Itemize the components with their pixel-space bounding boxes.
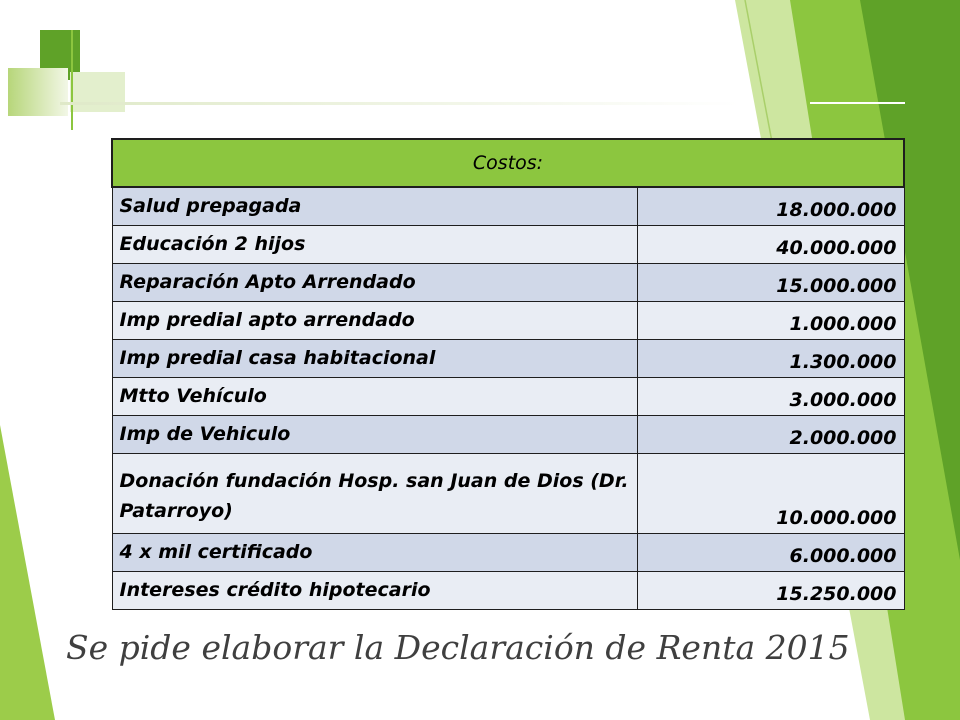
left-green-shape (0, 425, 55, 720)
title-underline (60, 102, 740, 105)
row-concept: Donación fundación Hosp. san Juan de Dios (Dr. Patarroyo) (112, 453, 637, 533)
deco-square-pale (70, 72, 125, 112)
table-header: Costos: (112, 139, 904, 187)
row-amount: 15.250.000 (637, 571, 904, 609)
title-underline-right (810, 102, 905, 104)
row-concept: Salud prepagada (112, 187, 637, 225)
row-amount: 2.000.000 (637, 415, 904, 453)
row-concept: Intereses crédito hipotecario (112, 571, 637, 609)
row-concept: Reparación Apto Arrendado (112, 263, 637, 301)
table-row (112, 225, 904, 263)
row-amount: 6.000.000 (637, 533, 904, 571)
row-concept: Imp predial apto arrendado (112, 301, 637, 339)
deco-square-light (8, 68, 68, 116)
row-amount: 3.000.000 (637, 377, 904, 415)
table-row (112, 533, 904, 571)
row-amount: 15.000.000 (637, 263, 904, 301)
table-row (112, 187, 904, 225)
row-concept: 4 x mil certificado (112, 533, 637, 571)
row-concept: Mtto Vehículo (112, 377, 637, 415)
row-concept: Imp predial casa habitacional (112, 339, 637, 377)
row-amount: 10.000.000 (637, 453, 904, 533)
row-concept: Imp de Vehiculo (112, 415, 637, 453)
table-row (112, 377, 904, 415)
table-row (112, 453, 904, 533)
costs-table (111, 138, 905, 610)
row-amount: 18.000.000 (637, 187, 904, 225)
table-row (112, 571, 904, 609)
table-row (112, 301, 904, 339)
table-row (112, 339, 904, 377)
row-amount: 1.300.000 (637, 339, 904, 377)
table-header-row (112, 139, 904, 187)
row-amount: 1.000.000 (637, 301, 904, 339)
slide-caption: Se pide elaborar la Declaración de Renta 2015 (66, 628, 850, 667)
table-row (112, 415, 904, 453)
table-row (112, 263, 904, 301)
row-concept: Educación 2 hijos (112, 225, 637, 263)
row-amount: 40.000.000 (637, 225, 904, 263)
